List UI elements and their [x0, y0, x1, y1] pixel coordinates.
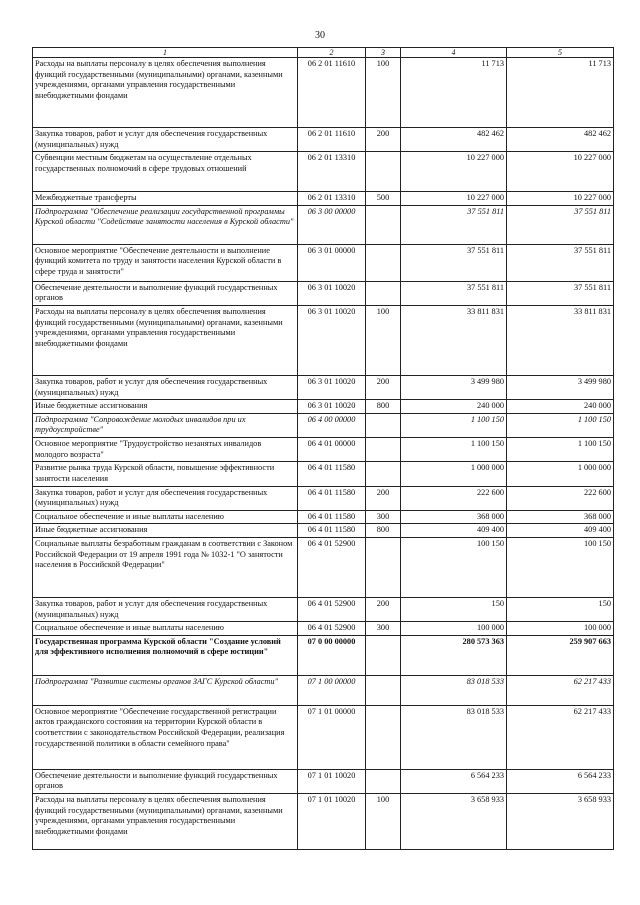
row-code: 06 3 00 00000	[298, 205, 366, 244]
row-amount-col4: 37 551 811	[401, 244, 507, 281]
table-row	[33, 769, 614, 793]
table-row	[33, 205, 614, 244]
row-code: 06 3 01 10020	[298, 400, 366, 414]
row-expense-type	[366, 152, 401, 192]
row-expense-type: 100	[366, 794, 401, 850]
row-name: Расходы на выплаты персоналу в целях обеспечения выполнения функций государственными (муниципальными) органами, казенными учреждениями, органами управления государственными внебюджетными фондами	[33, 794, 298, 850]
row-amount-col5: 100 000	[507, 622, 614, 636]
row-code: 07 1 01 10020	[298, 769, 366, 793]
row-amount-col4: 100 000	[401, 622, 507, 636]
row-amount-col5: 150	[507, 597, 614, 621]
row-expense-type: 200	[366, 597, 401, 621]
row-expense-type	[366, 462, 401, 486]
row-code: 06 4 01 52900	[298, 622, 366, 636]
row-expense-type	[366, 705, 401, 769]
row-expense-type	[366, 205, 401, 244]
row-code: 07 0 00 00000	[298, 635, 366, 675]
row-amount-col4: 1 100 150	[401, 438, 507, 462]
row-name: Подпрограмма "Развитие системы органов ЗАГС Курской области"	[33, 675, 298, 705]
row-code: 06 4 01 52900	[298, 537, 366, 597]
row-name: Закупка товаров, работ и услуг для обеспечения государственных (муниципальных) нужд	[33, 597, 298, 621]
table-row	[33, 152, 614, 192]
table-row	[33, 281, 614, 305]
row-amount-col5: 37 551 811	[507, 205, 614, 244]
row-amount-col5: 482 462	[507, 128, 614, 152]
row-code: 06 3 01 10020	[298, 306, 366, 376]
row-amount-col5: 3 499 980	[507, 376, 614, 400]
row-amount-col5: 368 000	[507, 510, 614, 524]
row-amount-col4: 222 600	[401, 486, 507, 510]
row-expense-type	[366, 537, 401, 597]
row-code: 07 1 01 00000	[298, 705, 366, 769]
row-code: 06 2 01 13310	[298, 152, 366, 192]
table-row	[33, 486, 614, 510]
row-code: 06 2 01 11610	[298, 58, 366, 128]
table-row	[33, 675, 614, 705]
table-row	[33, 622, 614, 636]
row-amount-col5: 3 658 933	[507, 794, 614, 850]
row-amount-col5: 222 600	[507, 486, 614, 510]
row-code: 06 4 01 11580	[298, 486, 366, 510]
table-row	[33, 524, 614, 538]
row-name: Иные бюджетные ассигнования	[33, 524, 298, 538]
row-amount-col5: 33 811 831	[507, 306, 614, 376]
row-amount-col5: 62 217 433	[507, 705, 614, 769]
row-expense-type: 200	[366, 128, 401, 152]
row-name: Социальное обеспечение и иные выплаты населению	[33, 622, 298, 636]
row-amount-col5: 10 227 000	[507, 152, 614, 192]
row-amount-col4: 409 400	[401, 524, 507, 538]
row-expense-type	[366, 413, 401, 437]
table-row	[33, 794, 614, 850]
row-amount-col4: 10 227 000	[401, 192, 507, 206]
row-expense-type	[366, 635, 401, 675]
table-row	[33, 400, 614, 414]
row-amount-col4: 11 713	[401, 58, 507, 128]
row-expense-type: 100	[366, 58, 401, 128]
row-amount-col5: 1 100 150	[507, 413, 614, 437]
row-amount-col5: 10 227 000	[507, 192, 614, 206]
row-amount-col5: 11 713	[507, 58, 614, 128]
row-name: Основное мероприятие "Трудоустройство незанятых инвалидов молодого возраста"	[33, 438, 298, 462]
row-code: 06 4 01 52900	[298, 597, 366, 621]
row-amount-col5: 409 400	[507, 524, 614, 538]
row-amount-col4: 37 551 811	[401, 205, 507, 244]
column-number: 2	[298, 48, 366, 58]
row-code: 06 4 00 00000	[298, 413, 366, 437]
table-row	[33, 192, 614, 206]
table-row	[33, 635, 614, 675]
row-amount-col4: 280 573 363	[401, 635, 507, 675]
row-name: Развитие рынка труда Курской области, повышение эффективности занятости населения	[33, 462, 298, 486]
row-amount-col4: 83 018 533	[401, 705, 507, 769]
row-amount-col5: 100 150	[507, 537, 614, 597]
row-name: Обеспечение деятельности и выполнение функций государственных органов	[33, 281, 298, 305]
column-number-row	[33, 48, 614, 58]
row-expense-type: 100	[366, 306, 401, 376]
row-amount-col4: 368 000	[401, 510, 507, 524]
row-expense-type	[366, 675, 401, 705]
row-expense-type: 800	[366, 400, 401, 414]
page-number: 30	[315, 30, 325, 41]
row-amount-col4: 482 462	[401, 128, 507, 152]
row-expense-type: 200	[366, 376, 401, 400]
row-code: 06 4 01 00000	[298, 438, 366, 462]
column-number: 3	[366, 48, 401, 58]
row-name: Подпрограмма "Обеспечение реализации государственной программы Курской области "Содействие занятости населения в Курской области"	[33, 205, 298, 244]
table-row	[33, 244, 614, 281]
table-row	[33, 413, 614, 437]
table-row	[33, 537, 614, 597]
row-name: Подпрограмма "Сопровождение молодых инвалидов при их трудоустройстве"	[33, 413, 298, 437]
row-name: Закупка товаров, работ и услуг для обеспечения государственных (муниципальных) нужд	[33, 486, 298, 510]
row-expense-type	[366, 281, 401, 305]
row-amount-col4: 37 551 811	[401, 281, 507, 305]
table-row	[33, 462, 614, 486]
row-amount-col4: 83 018 533	[401, 675, 507, 705]
table-row	[33, 58, 614, 128]
table-row	[33, 597, 614, 621]
row-name: Субвенции местным бюджетам на осуществление отдельных государственных полномочий в сфере трудовых отношений	[33, 152, 298, 192]
column-number: 4	[401, 48, 507, 58]
row-amount-col5: 240 000	[507, 400, 614, 414]
budget-table	[32, 47, 614, 850]
column-number: 5	[507, 48, 614, 58]
table-row	[33, 376, 614, 400]
row-amount-col4: 100 150	[401, 537, 507, 597]
row-expense-type: 200	[366, 486, 401, 510]
row-code: 06 4 01 11580	[298, 510, 366, 524]
row-expense-type	[366, 244, 401, 281]
row-name: Расходы на выплаты персоналу в целях обеспечения выполнения функций государственными (муниципальными) органами, казенными учреждениями, органами управления государственными внебюджетными фондами	[33, 306, 298, 376]
row-name: Основное мероприятие "Обеспечение деятельности и выполнение функций комитета по труду и занятости населения Курской области в сфере труда и занятости"	[33, 244, 298, 281]
row-amount-col4: 3 499 980	[401, 376, 507, 400]
row-amount-col5: 37 551 811	[507, 244, 614, 281]
row-name: Расходы на выплаты персоналу в целях обеспечения выполнения функций государственными (муниципальными) органами, казенными учреждениями, органами управления государственными внебюджетными фондами	[33, 58, 298, 128]
row-amount-col4: 240 000	[401, 400, 507, 414]
column-number: 1	[33, 48, 298, 58]
row-code: 06 4 01 11580	[298, 524, 366, 538]
row-code: 06 2 01 13310	[298, 192, 366, 206]
row-amount-col5: 6 564 233	[507, 769, 614, 793]
row-amount-col4: 1 100 150	[401, 413, 507, 437]
row-amount-col5: 37 551 811	[507, 281, 614, 305]
row-amount-col4: 1 000 000	[401, 462, 507, 486]
row-amount-col4: 150	[401, 597, 507, 621]
row-amount-col4: 3 658 933	[401, 794, 507, 850]
table-row	[33, 438, 614, 462]
row-amount-col5: 1 100 150	[507, 438, 614, 462]
row-code: 07 1 01 10020	[298, 794, 366, 850]
table-row	[33, 510, 614, 524]
table-row	[33, 705, 614, 769]
row-name: Основное мероприятие "Обеспечение государственной регистрации актов гражданского состояния на территории Курской области в соответствии с законодательством Российской Федерации, реализация государственной политики в области семейного права"	[33, 705, 298, 769]
row-name: Государственная программа Курской области "Создание условий для эффективного исполнения полномочий в сфере юстиции"	[33, 635, 298, 675]
row-amount-col4: 10 227 000	[401, 152, 507, 192]
table-row	[33, 128, 614, 152]
row-code: 06 3 01 00000	[298, 244, 366, 281]
row-amount-col4: 6 564 233	[401, 769, 507, 793]
table-row	[33, 306, 614, 376]
row-code: 06 2 01 11610	[298, 128, 366, 152]
row-amount-col4: 33 811 831	[401, 306, 507, 376]
row-expense-type	[366, 769, 401, 793]
row-name: Закупка товаров, работ и услуг для обеспечения государственных (муниципальных) нужд	[33, 376, 298, 400]
row-code: 06 4 01 11580	[298, 462, 366, 486]
row-code: 06 3 01 10020	[298, 376, 366, 400]
row-amount-col5: 259 907 663	[507, 635, 614, 675]
row-name: Межбюджетные трансферты	[33, 192, 298, 206]
row-name: Иные бюджетные ассигнования	[33, 400, 298, 414]
row-name: Закупка товаров, работ и услуг для обеспечения государственных (муниципальных) нужд	[33, 128, 298, 152]
row-expense-type: 500	[366, 192, 401, 206]
row-expense-type	[366, 438, 401, 462]
row-expense-type: 300	[366, 622, 401, 636]
row-name: Социальное обеспечение и иные выплаты населению	[33, 510, 298, 524]
row-expense-type: 800	[366, 524, 401, 538]
row-name: Социальные выплаты безработным гражданам в соответствии с Законом Российской Федерации от 19 апреля 1991 года № 1032-1 "О занятости населения в Российской Федерации"	[33, 537, 298, 597]
row-code: 06 3 01 10020	[298, 281, 366, 305]
row-code: 07 1 00 00000	[298, 675, 366, 705]
row-expense-type: 300	[366, 510, 401, 524]
row-amount-col5: 1 000 000	[507, 462, 614, 486]
row-name: Обеспечение деятельности и выполнение функций государственных органов	[33, 769, 298, 793]
row-amount-col5: 62 217 433	[507, 675, 614, 705]
